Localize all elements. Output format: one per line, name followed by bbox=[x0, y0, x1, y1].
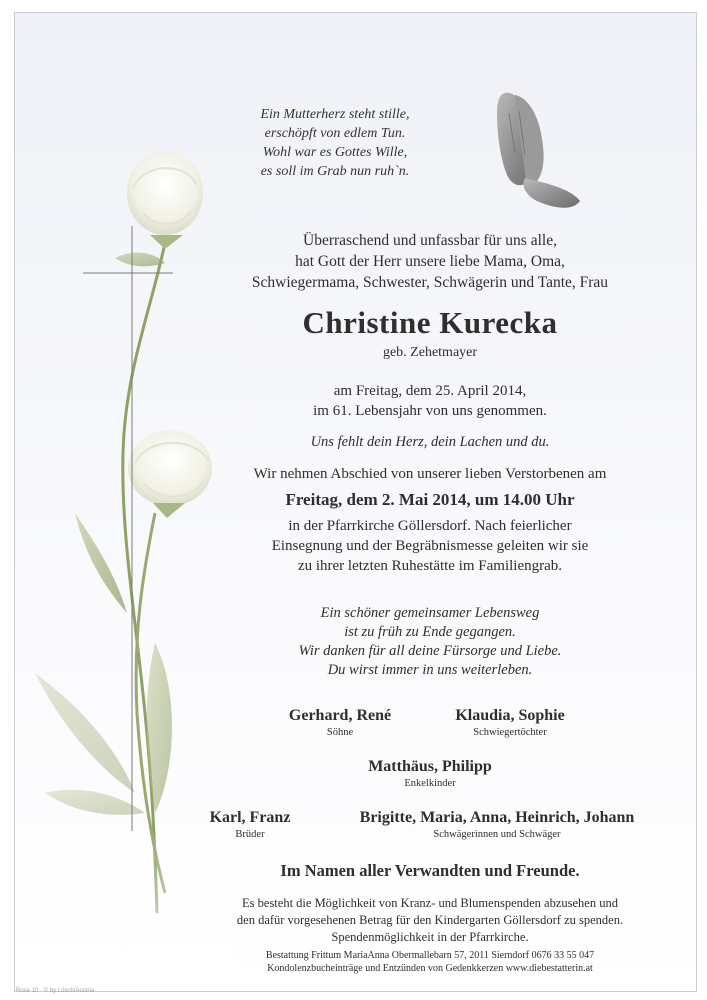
death-date-line: am Freitag, dem 25. April 2014, bbox=[333, 383, 527, 399]
poem-top-line: erschöpft von edlem Tun. bbox=[264, 126, 406, 141]
copyright-footnote: Rose 10 · © by Lösch/Austria bbox=[16, 988, 95, 994]
white-rose-top bbox=[127, 151, 203, 249]
donation-note bbox=[165, 895, 695, 946]
family-relation: Söhne bbox=[326, 727, 354, 738]
undertaker-info bbox=[165, 949, 695, 975]
farewell-text: Wir nehmen Abschied von unserer lieben Verstorbenen am bbox=[253, 466, 607, 482]
undertaker-line: Kondolenzbucheinträge und Entzünden von Gedenkkerzen www.diebestatterin.at bbox=[267, 963, 593, 974]
family-names: Klaudia, Sophie bbox=[455, 707, 565, 724]
family-names: Matthäus, Philipp bbox=[368, 758, 492, 775]
intro-line: Überraschend und unfassbar für uns alle, bbox=[303, 232, 557, 249]
donation-line: den dafür vorgesehenen Betrag für den Kindergarten Göllersdorf zu spenden. bbox=[236, 913, 624, 927]
family-grandchildren bbox=[335, 758, 525, 789]
poem-bottom bbox=[205, 604, 655, 680]
poem-top-line: Wohl war es Gottes Wille, bbox=[262, 145, 408, 160]
family-names: Brigitte, Maria, Anna, Heinrich, Johann bbox=[359, 809, 635, 826]
praying-hands-icon bbox=[475, 83, 585, 213]
poem-top-line: es soll im Grab nun ruh`n. bbox=[260, 164, 410, 179]
intro-line: hat Gott der Herr unsere liebe Mama, Oma, bbox=[295, 253, 565, 270]
obituary-card bbox=[14, 12, 697, 992]
family-names: Gerhard, René bbox=[288, 707, 392, 724]
funeral-date: Freitag, dem 2. Mai 2014, um 14.00 Uhr bbox=[285, 490, 575, 509]
birth-name: geb. Zehetmayer bbox=[382, 345, 478, 360]
poem-bottom-line: Ein schöner gemeinsamer Lebensweg bbox=[320, 605, 540, 621]
funeral-details-line: zu ihrer letzten Ruhestätte im Familiengrab. bbox=[297, 558, 563, 574]
family-daughters-in-law bbox=[425, 707, 595, 738]
family-sons bbox=[265, 707, 415, 738]
family-relation: Schwägerinnen und Schwäger bbox=[433, 829, 561, 840]
funeral-details-line: in der Pfarrkirche Göllersdorf. Nach feierlicher bbox=[288, 518, 572, 534]
closing-text: Im Namen aller Verwandten und Freunde. bbox=[280, 861, 580, 880]
family-in-laws bbox=[327, 809, 667, 840]
family-names: Karl, Franz bbox=[209, 809, 291, 826]
family-brothers bbox=[190, 809, 310, 840]
funeral-details bbox=[205, 516, 655, 576]
funeral-details-line: Einsegnung und der Begräbnismesse geleiten wir sie bbox=[271, 538, 589, 554]
death-date-line: im 61. Lebensjahr von uns genommen. bbox=[313, 403, 547, 419]
poem-bottom-line: Wir danken für all deine Fürsorge und Liebe. bbox=[298, 643, 562, 659]
poem-top bbox=[195, 105, 475, 181]
family-relation: Brüder bbox=[235, 829, 265, 840]
donation-line: Spendenmöglichkeit in der Pfarrkirche. bbox=[331, 930, 529, 944]
donation-line: Es besteht die Möglichkeit von Kranz- und Blumenspenden abzusehen und bbox=[242, 896, 618, 910]
death-date bbox=[205, 381, 655, 421]
family-relation: Schwiegertöchter bbox=[473, 727, 547, 738]
white-rose-bottom bbox=[128, 430, 212, 518]
poem-top-line: Ein Mutterherz steht stille, bbox=[260, 107, 410, 122]
quote: Uns fehlt dein Herz, dein Lachen und du. bbox=[310, 434, 550, 450]
poem-bottom-line: Du wirst immer in uns weiterleben. bbox=[327, 662, 533, 678]
intro-text bbox=[205, 230, 655, 293]
intro-line: Schwiegermama, Schwester, Schwägerin und Tante, Frau bbox=[251, 274, 609, 291]
poem-bottom-line: ist zu früh zu Ende gegangen. bbox=[344, 624, 516, 640]
deceased-name: Christine Kurecka bbox=[302, 305, 558, 340]
family-relation: Enkelkinder bbox=[404, 778, 456, 789]
undertaker-line: Bestattung Frittum MariaAnna Obermallebarn 57, 2011 Sierndorf 0676 33 55 047 bbox=[265, 950, 595, 961]
